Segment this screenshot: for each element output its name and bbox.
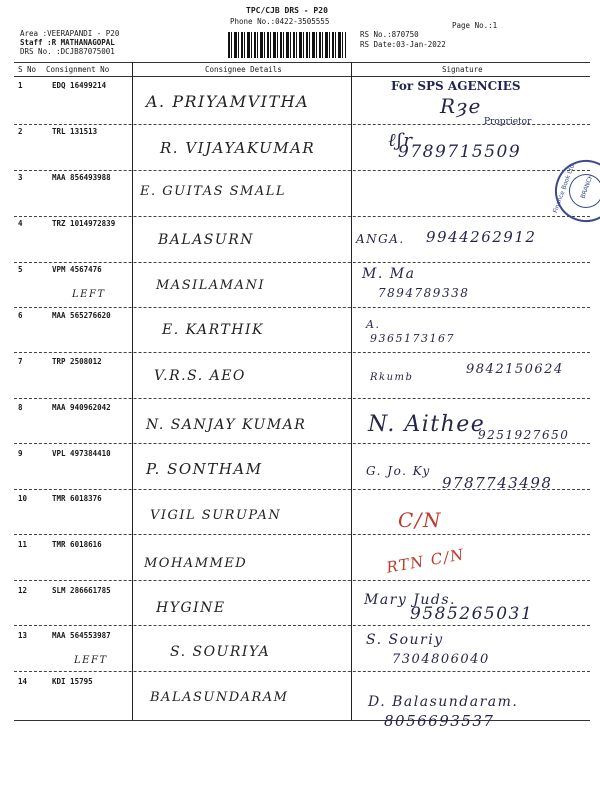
phone-number: 9585265031	[410, 604, 534, 624]
consignment-number: TRP 2508012	[52, 357, 102, 366]
phone-number: 7304806040	[392, 652, 490, 667]
staff-label: Staff :R MATHANAGOPAL	[20, 38, 115, 47]
phone-number: 9251927650	[478, 428, 570, 442]
row-divider	[14, 352, 590, 353]
row-sno: 6	[18, 311, 23, 320]
drs-number: DRS No. :DCJB87075001	[20, 47, 115, 56]
consignee-name: VIGIL SURUPAN	[150, 508, 282, 523]
row-divider	[14, 216, 590, 217]
consignee-name: E. KARTHIK	[162, 322, 264, 338]
seal-text: Finance Book Ltd	[551, 163, 577, 214]
signature-mark: Rkumb	[370, 372, 414, 383]
table-bottom-border	[14, 720, 590, 721]
consignment-number: TRL 131513	[52, 127, 98, 136]
report-title: TPC/CJB DRS - P20	[246, 6, 328, 15]
phone-number: 8056693537	[384, 712, 495, 730]
signature-mark: S. Souriy	[366, 632, 444, 648]
consignment-number: MAA 856493988	[52, 173, 111, 182]
signature-mark: D. Balasundaram.	[368, 694, 519, 710]
signature-mark: Mary Juds.	[364, 592, 456, 608]
signature-mark: M. Ma	[362, 266, 416, 282]
consignment-number: EDQ 16499214	[52, 81, 107, 90]
consignee-name: R. VIJAYAKUMAR	[160, 139, 316, 157]
consignee-name: A. PRIYAMVITHA	[146, 92, 310, 111]
column-divider-2	[351, 62, 352, 720]
row-sno: 14	[18, 677, 28, 686]
row-divider	[14, 398, 590, 399]
column-header-consignee: Consignee Details	[205, 65, 282, 74]
area-label: Area :VEERAPANDI - P20	[20, 29, 120, 38]
phone-number: 9789715509	[398, 142, 522, 162]
consignment-number: TRZ 1014972839	[52, 219, 116, 228]
delivery-note: LEFT	[72, 289, 106, 300]
signature-mark: ℓʃr	[388, 130, 414, 151]
consignee-name: BALASURN	[158, 232, 254, 248]
consignment-number: MAA 564553987	[52, 631, 111, 640]
row-sno: 10	[18, 494, 28, 503]
row-sno: 9	[18, 449, 23, 458]
phone-number: 9842150624	[466, 362, 564, 377]
row-sno: 4	[18, 219, 23, 228]
rs-number: RS No.:870750	[360, 30, 419, 39]
return-note: C/N	[398, 508, 443, 532]
consignee-name: N. SANJAY KUMAR	[146, 417, 307, 433]
column-divider-1	[132, 62, 133, 720]
barcode	[228, 32, 346, 58]
phone-number: Phone No.:0422-3505555	[230, 17, 330, 26]
row-sno: 2	[18, 127, 23, 136]
row-divider	[14, 534, 590, 535]
signature-mark: ANGA.	[356, 232, 405, 246]
consignee-name: MASILAMANI	[156, 278, 265, 293]
proprietor-label: Proprietor	[484, 117, 532, 127]
row-divider	[14, 262, 590, 263]
consignment-number: TMR 6018616	[52, 540, 102, 549]
consignment-number: VPL 497384410	[52, 449, 111, 458]
row-divider	[14, 625, 590, 626]
delivery-note: LEFT	[74, 655, 108, 666]
consignee-name: MOHAMMED	[144, 556, 248, 571]
row-divider	[14, 307, 590, 308]
consignment-number: VPM 4567476	[52, 265, 102, 274]
signature-mark: Rȝe	[440, 94, 482, 118]
row-divider	[14, 443, 590, 444]
row-divider	[14, 671, 590, 672]
company-stamp: For SPS AGENCIES	[391, 79, 521, 93]
row-sno: 3	[18, 173, 23, 182]
consignment-number: SLM 286661785	[52, 586, 111, 595]
signature-mark: A.	[366, 318, 381, 331]
column-header-signature: Signature	[442, 65, 483, 74]
phone-number: 9365173167	[370, 332, 455, 345]
consignee-name: V.R.S. AEO	[154, 368, 246, 384]
signature-mark: G. Jo. Ky	[366, 464, 431, 478]
phone-number: 7894789338	[378, 286, 470, 300]
page-number: Page No.:1	[452, 21, 498, 30]
consignment-number: MAA 940962042	[52, 403, 111, 412]
row-divider	[14, 170, 590, 171]
return-note: RTN C/N	[385, 545, 467, 577]
consignee-name: E. GUITAS SMALL	[140, 184, 286, 199]
consignee-name: P. SONTHAM	[146, 460, 263, 478]
table-top-border	[14, 62, 590, 63]
row-sno: 11	[18, 540, 28, 549]
row-divider	[14, 580, 590, 581]
rs-date: RS Date:03-Jan-2022	[360, 40, 446, 49]
row-sno: 7	[18, 357, 23, 366]
consignment-number: MAA 565276620	[52, 311, 111, 320]
column-header-consignment: Consignment No	[46, 65, 110, 74]
phone-number: 9944262912	[426, 228, 537, 246]
table-header-border	[14, 76, 590, 77]
row-sno: 1	[18, 81, 23, 90]
signature-mark: N. Aithee	[368, 412, 486, 437]
round-seal	[546, 151, 600, 230]
consignee-name: HYGINE	[156, 600, 226, 616]
row-sno: 5	[18, 265, 23, 274]
consignee-name: BALASUNDARAM	[150, 690, 289, 705]
phone-number: 9787743498	[442, 474, 553, 492]
consignment-number: KDI 15795	[52, 677, 93, 686]
seal-core-text: BRANCH	[579, 173, 595, 200]
consignee-name: S. SOURIYA	[170, 644, 271, 660]
row-sno: 12	[18, 586, 28, 595]
row-sno: 13	[18, 631, 28, 640]
row-sno: 8	[18, 403, 23, 412]
column-header-sno: S No	[18, 65, 37, 74]
consignment-number: TMR 6018376	[52, 494, 102, 503]
